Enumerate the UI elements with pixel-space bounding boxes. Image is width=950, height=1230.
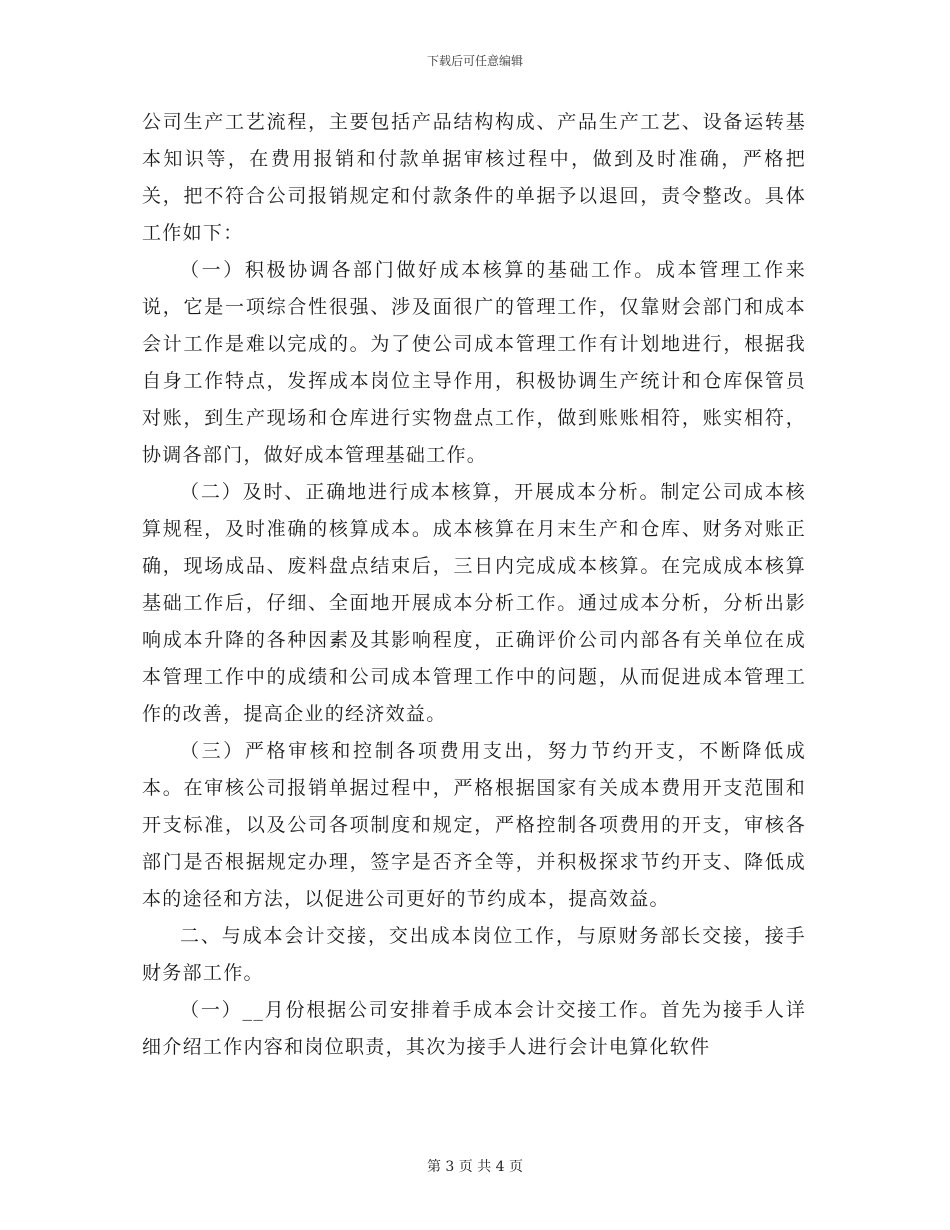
paragraph-heading-handover: 二、与成本会计交接，交出成本岗位工作，与原财务部长交接，接手财务部工作。: [142, 925, 806, 984]
page-header-note: 下载后可任意编辑: [426, 54, 523, 68]
paragraph-section-1: （一）积极协调各部门做好成本核算的基础工作。成本管理工作来说，它是一项综合性很强、涉及面很广的管理工作，仅靠财会部门和成本会计工作是难以完成的。为了使公司成本管理工作有计划地进行，根据我自身工作特点，发挥成本岗位主导作用，积极协调生产统计和仓库保管员对账，到生产现场和仓库进行实物盘点工作，做到账账相符，账实相符，协调各部门，做好成本管理基础工作。: [142, 259, 806, 466]
document-body: [142, 104, 806, 1066]
paragraph-section-3: （三）严格审核和控制各项费用支出，努力节约开支，不断降低成本。在审核公司报销单据过程中，严格根据国家有关成本费用开支范围和开支标准，以及公司各项制度和规定，严格控制各项费用的开支，审核各部门是否根据规定办理，签字是否齐全等，并积极探求节约开支、降低成本的途径和方法，以促进公司更好的节约成本，提高效益。: [142, 740, 806, 910]
page-number: 第 3 页 共 4 页: [426, 1159, 524, 1175]
paragraph-handover-1: （一）__月份根据公司安排着手成本会计交接工作。首先为接手人详细介绍工作内容和岗位职责，其次为接手人进行会计电算化软件: [142, 999, 806, 1058]
paragraph-section-2: （二）及时、正确地进行成本核算，开展成本分析。制定公司成本核算规程，及时准确的核算成本。成本核算在月末生产和仓库、财务对账正确，现场成品、废料盘点结束后，三日内完成成本核算。在完成成本核算基础工作后，仔细、全面地开展成本分析工作。通过成本分析，分析出影响成本升降的各种因素及其影响程度，正确评价公司内部各有关单位在成本管理工作中的成绩和公司成本管理工作中的问题，从而促进成本管理工作的改善，提高企业的经济效益。: [142, 481, 806, 725]
paragraph-intro: 公司生产工艺流程，主要包括产品结构构成、产品生产工艺、设备运转基本知识等，在费用报销和付款单据审核过程中，做到及时准确，严格把关，把不符合公司报销规定和付款条件的单据予以退回，责令整改。具体工作如下：: [142, 111, 806, 244]
